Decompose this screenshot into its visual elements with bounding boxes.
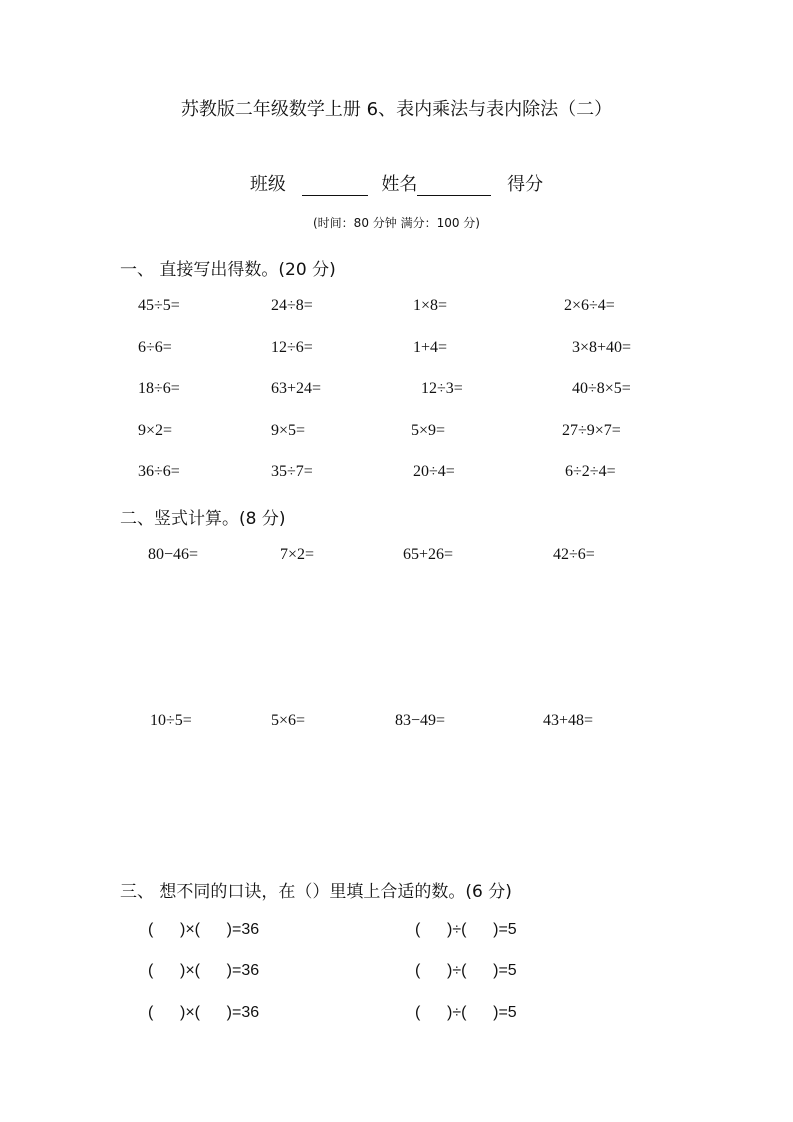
equation: 35÷7= bbox=[271, 463, 313, 480]
fill-blank-equation[interactable]: ( )÷( )=5 bbox=[415, 921, 517, 938]
equation: 27÷9×7= bbox=[562, 422, 621, 439]
equation: 12÷3= bbox=[421, 380, 463, 397]
fill-blank-equation[interactable]: ( )×( )=36 bbox=[148, 962, 260, 979]
class-label: 班级 bbox=[249, 174, 286, 195]
fill-blank-equation[interactable]: ( )÷( )=5 bbox=[415, 1004, 517, 1021]
equation: 5×9= bbox=[411, 422, 446, 439]
equation: 1+4= bbox=[413, 339, 448, 356]
page-title: 苏教版二年级数学上册 6、表内乘法与表内除法（二） bbox=[180, 99, 613, 120]
equation: 9×2= bbox=[138, 422, 173, 439]
equation: 3×8+40= bbox=[572, 339, 632, 356]
equation: 45÷5= bbox=[138, 297, 180, 314]
equation: 63+24= bbox=[271, 380, 322, 397]
name-blank[interactable] bbox=[417, 175, 491, 196]
equation: 80−46= bbox=[148, 546, 199, 563]
equation: 42÷6= bbox=[553, 546, 595, 563]
name-label: 姓名 bbox=[381, 174, 418, 195]
equation: 20÷4= bbox=[413, 463, 455, 480]
fill-blank-equation[interactable]: ( )×( )=36 bbox=[148, 921, 260, 938]
equation: 40÷8×5= bbox=[572, 380, 631, 397]
equation: 43+48= bbox=[543, 712, 594, 729]
equation: 6÷6= bbox=[138, 339, 172, 356]
section3-heading: 三、 想不同的口诀，在（）里填上合适的数。(6 分) bbox=[120, 882, 512, 902]
fill-blank-equation[interactable]: ( )÷( )=5 bbox=[415, 962, 517, 979]
equation: 2×6÷4= bbox=[564, 297, 615, 314]
equation: 6÷2÷4= bbox=[565, 463, 616, 480]
equation: 36÷6= bbox=[138, 463, 180, 480]
section2-heading: 二、竖式计算。(8 分) bbox=[120, 509, 286, 529]
equation: 65+26= bbox=[403, 546, 454, 563]
fill-blank-equation[interactable]: ( )×( )=36 bbox=[148, 1004, 260, 1021]
equation: 12÷6= bbox=[271, 339, 313, 356]
equation: 5×6= bbox=[271, 712, 306, 729]
student-info-line bbox=[0, 170, 793, 196]
time-note: (时间：80 分钟 满分：100 分) bbox=[313, 216, 480, 230]
equation: 9×5= bbox=[271, 422, 306, 439]
equation: 1×8= bbox=[413, 297, 448, 314]
class-blank[interactable] bbox=[302, 175, 368, 196]
score-label: 得分 bbox=[507, 174, 544, 195]
equation: 7×2= bbox=[280, 546, 315, 563]
equation: 83−49= bbox=[395, 712, 446, 729]
section1-heading: 一、 直接写出得数。(20 分) bbox=[120, 260, 336, 280]
equation: 24÷8= bbox=[271, 297, 313, 314]
equation: 18÷6= bbox=[138, 380, 180, 397]
equation: 10÷5= bbox=[150, 712, 192, 729]
